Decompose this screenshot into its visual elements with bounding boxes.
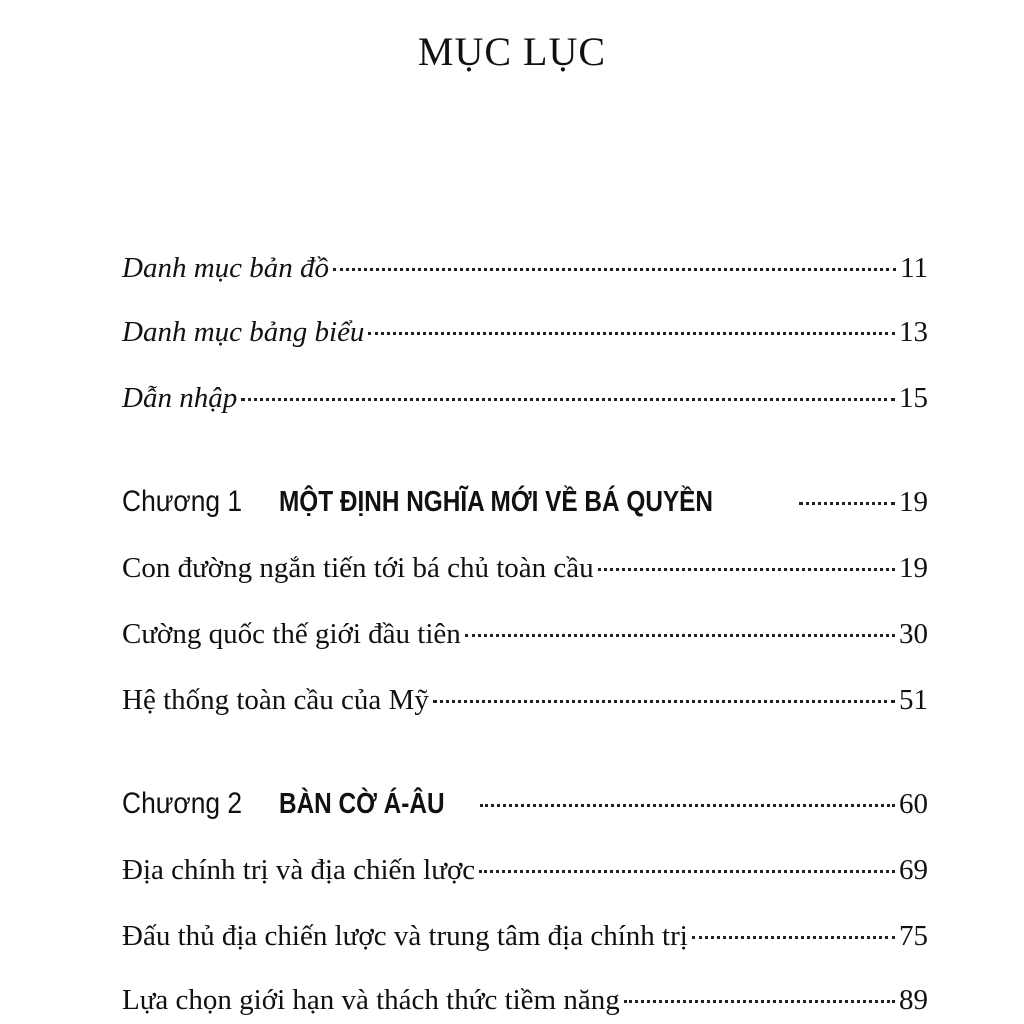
toc-entry: [122, 682, 928, 718]
toc-page-number: 13: [899, 316, 928, 348]
toc-chapter-2: [122, 786, 928, 822]
toc-entry-label: Địa chính trị và địa chiến lược: [122, 854, 476, 886]
toc-page-number: 60: [899, 788, 928, 820]
dot-leader: [479, 870, 895, 873]
toc-entry: [122, 852, 928, 888]
toc-page-number: 51: [899, 684, 928, 716]
toc-page-number: 75: [899, 920, 928, 952]
toc-entry-list-of-maps: [122, 250, 928, 286]
toc-entry-list-of-tables: [122, 314, 928, 350]
toc-entry: [122, 616, 928, 652]
chapter-number: Chương 2: [122, 787, 243, 820]
toc-entry: [122, 550, 928, 586]
toc-page-number: 89: [899, 984, 928, 1016]
dot-leader: [241, 398, 895, 401]
toc-page-number: 15: [899, 382, 928, 414]
toc-entry-label: Con đường ngắn tiến tới bá chủ toàn cầu: [122, 552, 594, 584]
dot-leader: [480, 804, 895, 807]
dot-leader: [692, 936, 895, 939]
toc-page-number: 11: [900, 252, 928, 284]
dot-leader: [333, 268, 896, 271]
toc-chapter-1: [122, 484, 928, 520]
page-title: MỤC LỤC: [417, 29, 607, 74]
toc-entry: [122, 982, 928, 1018]
toc-entry-label: Dẫn nhập: [122, 382, 238, 414]
toc-entry-label: Danh mục bản đồ: [122, 252, 330, 284]
toc-entry-label: Hệ thống toàn cầu của Mỹ: [122, 684, 429, 716]
toc-entry-label: Danh mục bảng biểu: [122, 316, 365, 348]
dot-leader: [465, 634, 895, 637]
toc-page-number: 19: [899, 552, 928, 584]
dot-leader: [433, 700, 895, 703]
toc-entry-label: Cường quốc thế giới đầu tiên: [122, 618, 461, 650]
toc-page-number: 30: [899, 618, 928, 650]
chapter-heading: BÀN CỜ Á-ÂU: [278, 788, 445, 820]
toc-entry-label: Lựa chọn giới hạn và thách thức tiềm năng: [122, 984, 620, 1016]
toc-page-number: 19: [899, 486, 928, 518]
toc-entry: [122, 918, 928, 954]
dot-leader: [368, 332, 895, 335]
dot-leader: [598, 568, 895, 571]
toc-entry-introduction: [122, 380, 928, 416]
chapter-number: Chương 1: [122, 485, 243, 518]
toc-page-number: 69: [899, 854, 928, 886]
toc-entry-label: Đấu thủ địa chiến lược và trung tâm địa chính trị: [122, 920, 688, 952]
chapter-heading: MỘT ĐỊNH NGHĨA MỚI VỀ BÁ QUYỀN: [278, 486, 713, 518]
dot-leader: [799, 502, 895, 505]
dot-leader: [624, 1000, 895, 1003]
